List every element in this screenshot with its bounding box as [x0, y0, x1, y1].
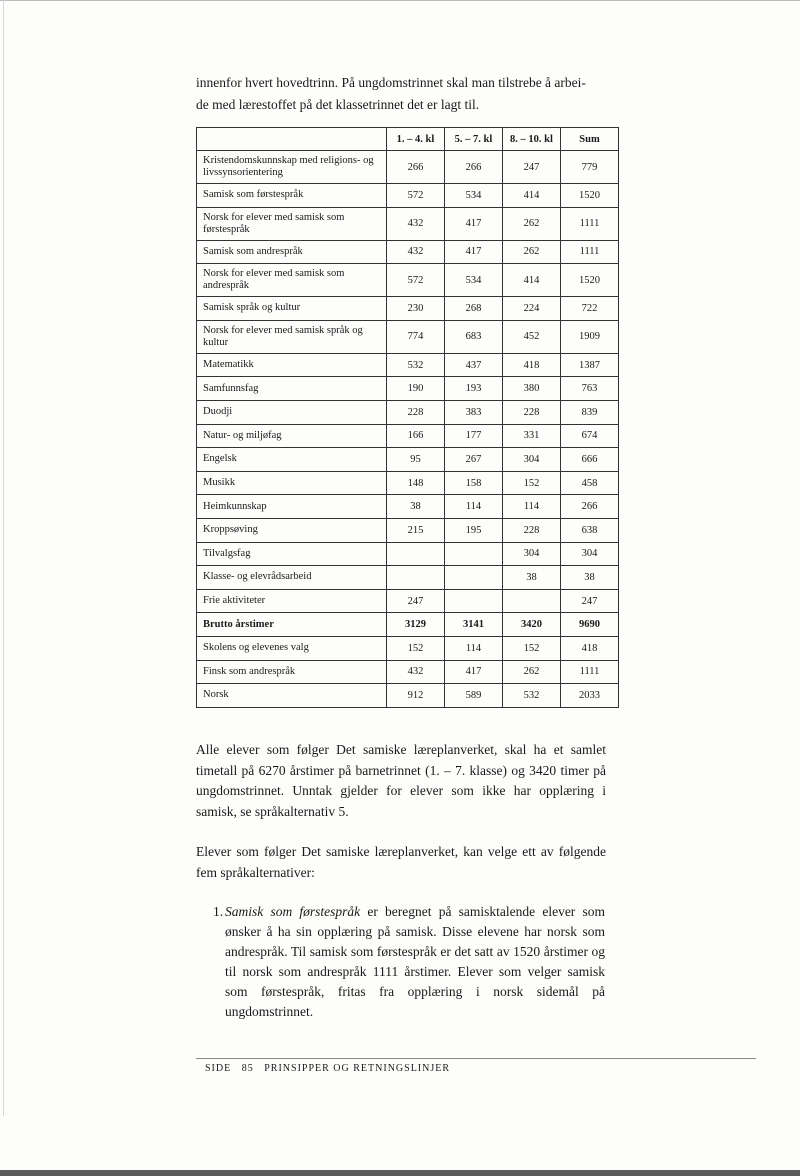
subject-cell: Frie aktiviteter: [197, 589, 387, 613]
hours-cell: 114: [503, 495, 561, 519]
hours-cell: 262: [503, 207, 561, 240]
hours-cell: 152: [503, 636, 561, 660]
hours-cell: 383: [445, 400, 503, 424]
paragraph-total-hours: Alle elever som følger Det samiske læreplanverket, skal ha et samlet timetall på 6270 årstimer på barnetrinnet (1. – 7. klasse) og 3420 timer på ungdomstrinnet. Unntak gjelder for elever som ikke har opplæring i samisk, se språkalternativ 5.: [196, 742, 606, 819]
footer-section: PRINSIPPER OG RETNINGSLINJER: [264, 1063, 451, 1074]
subject-cell: Kroppsøving: [197, 518, 387, 542]
hours-cell: 418: [503, 353, 561, 377]
page-footer: [205, 1063, 457, 1074]
hours-cell: 572: [387, 184, 445, 208]
hours-cell: 38: [503, 566, 561, 590]
hours-cell: 912: [387, 684, 445, 708]
hours-cell: 152: [503, 471, 561, 495]
hours-cell: 114: [445, 495, 503, 519]
hours-cell: 224: [503, 297, 561, 321]
hours-cell: 432: [387, 660, 445, 684]
table-row: [197, 400, 619, 424]
table-row: [197, 660, 619, 684]
subject-cell: Musikk: [197, 471, 387, 495]
table-row: [197, 471, 619, 495]
scan-top-edge: [0, 0, 800, 1]
table-header-row: [197, 128, 619, 151]
subject-cell: Klasse- og elevrådsarbeid: [197, 566, 387, 590]
subject-cell: Matematikk: [197, 353, 387, 377]
hours-cell: 417: [445, 207, 503, 240]
hours-cell: 532: [503, 684, 561, 708]
header-cell-sum: Sum: [561, 128, 619, 151]
sum-cell: 763: [561, 377, 619, 401]
hours-cell: [387, 542, 445, 566]
hours-cell: 304: [503, 542, 561, 566]
sum-cell: 666: [561, 448, 619, 472]
hours-cell: 228: [503, 400, 561, 424]
sum-cell: 266: [561, 495, 619, 519]
table-row: [197, 589, 619, 613]
sum-cell: 38: [561, 566, 619, 590]
subject-cell: Finsk som andrespråk: [197, 660, 387, 684]
sum-cell: 839: [561, 400, 619, 424]
subject-cell: Brutto årstimer: [197, 613, 387, 637]
hours-cell: [445, 542, 503, 566]
hours-cell: 3129: [387, 613, 445, 637]
sum-cell: 1909: [561, 320, 619, 353]
hours-cell: 452: [503, 320, 561, 353]
table-row: [197, 264, 619, 297]
hours-cell: 230: [387, 297, 445, 321]
intro-line: innenfor hvert hovedtrinn. På ungdomstrinnet skal man tilstrebe å arbei-: [196, 75, 586, 90]
sum-cell: 304: [561, 542, 619, 566]
table-row: [197, 353, 619, 377]
hours-cell: 3141: [445, 613, 503, 637]
hours-cell: 417: [445, 660, 503, 684]
footer-rule: [196, 1058, 756, 1059]
table-row: [197, 424, 619, 448]
header-cell-subject: [197, 128, 387, 151]
sum-cell: 458: [561, 471, 619, 495]
hours-cell: 432: [387, 240, 445, 264]
subject-cell: Norsk for elever med samisk som førstespråk: [197, 207, 387, 240]
list-item-text: er beregnet på samisktalende elever som ønsker å ha sin opplæring på samisk. Disse elevene har norsk som andrespråk. Til samisk som førstespråk er det satt av 1520 årstimer og til norsk som andrespråk 1111 årstimer. Elever som velger samisk som førstespråk, fritas fra opplæring i norsk sidemål på ungdomstrinnet.: [225, 904, 606, 1019]
header-cell-grade-8-10: 8. – 10. kl: [503, 128, 561, 151]
scan-bottom-edge: [0, 1170, 800, 1176]
hours-cell: 228: [387, 400, 445, 424]
sum-cell: 1520: [561, 184, 619, 208]
subject-cell: Skolens og elevenes valg: [197, 636, 387, 660]
table-row: [197, 184, 619, 208]
sum-cell: 779: [561, 151, 619, 184]
table-body: [197, 151, 619, 708]
hours-cell: 158: [445, 471, 503, 495]
hours-cell: 267: [445, 448, 503, 472]
hours-cell: 215: [387, 518, 445, 542]
intro-line: de med lærestoffet på det klassetrinnet det er lagt til.: [196, 97, 480, 112]
hours-cell: 268: [445, 297, 503, 321]
hours-cell: [503, 589, 561, 613]
list-item-alternative-1: [213, 902, 606, 1022]
table-row: [197, 377, 619, 401]
sum-cell: 1111: [561, 660, 619, 684]
table-row: [197, 495, 619, 519]
sum-cell: 2033: [561, 684, 619, 708]
hours-table: [196, 127, 619, 708]
table-row: [197, 684, 619, 708]
subject-cell: Kristendomskunnskap med religions- og livssynsorientering: [197, 151, 387, 184]
sum-cell: 638: [561, 518, 619, 542]
table-row: [197, 518, 619, 542]
intro-text: [196, 72, 616, 116]
list-marker: 1.: [213, 904, 224, 919]
sum-cell: 1111: [561, 240, 619, 264]
hours-cell: 38: [387, 495, 445, 519]
hours-cell: 228: [503, 518, 561, 542]
hours-cell: 193: [445, 377, 503, 401]
subject-cell: Samisk språk og kultur: [197, 297, 387, 321]
hours-cell: 166: [387, 424, 445, 448]
hours-cell: 262: [503, 240, 561, 264]
sum-cell: 247: [561, 589, 619, 613]
hours-cell: 534: [445, 264, 503, 297]
hours-cell: 247: [503, 151, 561, 184]
subject-cell: Samisk som førstespråk: [197, 184, 387, 208]
hours-cell: 417: [445, 240, 503, 264]
hours-cell: 683: [445, 320, 503, 353]
hours-cell: 414: [503, 264, 561, 297]
table-row: [197, 448, 619, 472]
subject-cell: Samisk som andrespråk: [197, 240, 387, 264]
table-row: [197, 207, 619, 240]
table-row: [197, 320, 619, 353]
hours-cell: 572: [387, 264, 445, 297]
hours-cell: [445, 589, 503, 613]
hours-cell: 148: [387, 471, 445, 495]
hours-cell: 532: [387, 353, 445, 377]
hours-cell: 266: [445, 151, 503, 184]
hours-cell: 247: [387, 589, 445, 613]
list-item-term: Samisk som førstespråk: [225, 904, 361, 919]
table-row: [197, 542, 619, 566]
hours-cell: 266: [387, 151, 445, 184]
table-row: [197, 151, 619, 184]
footer-side-label: SIDE: [205, 1063, 232, 1074]
subject-cell: Tilvalgsfag: [197, 542, 387, 566]
sum-cell: 722: [561, 297, 619, 321]
sum-cell: 1520: [561, 264, 619, 297]
table-row: [197, 240, 619, 264]
hours-cell: 380: [503, 377, 561, 401]
subject-cell: Norsk for elever med samisk språk og kultur: [197, 320, 387, 353]
hours-cell: 95: [387, 448, 445, 472]
hours-cell: 331: [503, 424, 561, 448]
sum-cell: 674: [561, 424, 619, 448]
hours-cell: 589: [445, 684, 503, 708]
footer-page-number: 85: [241, 1063, 254, 1074]
hours-cell: 3420: [503, 613, 561, 637]
header-cell-grade-1-4: 1. – 4. kl: [387, 128, 445, 151]
table-total-row: [197, 613, 619, 637]
hours-cell: [445, 566, 503, 590]
subject-cell: Duodji: [197, 400, 387, 424]
sum-cell: 9690: [561, 613, 619, 637]
hours-cell: 152: [387, 636, 445, 660]
subject-cell: Natur- og miljøfag: [197, 424, 387, 448]
subject-cell: Heimkunnskap: [197, 495, 387, 519]
hours-cell: 774: [387, 320, 445, 353]
sum-cell: 1111: [561, 207, 619, 240]
subject-cell: Engelsk: [197, 448, 387, 472]
hours-cell: 414: [503, 184, 561, 208]
table-row: [197, 636, 619, 660]
sum-cell: 1387: [561, 353, 619, 377]
scan-left-edge: [3, 0, 4, 1116]
table-row: [197, 566, 619, 590]
subject-cell: Norsk for elever med samisk som andrespråk: [197, 264, 387, 297]
sum-cell: 418: [561, 636, 619, 660]
hours-cell: 190: [387, 377, 445, 401]
hours-cell: 437: [445, 353, 503, 377]
hours-cell: 262: [503, 660, 561, 684]
hours-cell: [387, 566, 445, 590]
table-row: [197, 297, 619, 321]
paragraph-language-alternatives: Elever som følger Det samiske læreplanverket, kan velge ett av følgende fem språkalternativer:: [196, 844, 606, 880]
header-cell-grade-5-7: 5. – 7. kl: [445, 128, 503, 151]
subject-cell: Norsk: [197, 684, 387, 708]
hours-cell: 177: [445, 424, 503, 448]
hours-cell: 534: [445, 184, 503, 208]
hours-cell: 114: [445, 636, 503, 660]
hours-cell: 432: [387, 207, 445, 240]
hours-cell: 195: [445, 518, 503, 542]
hours-cell: 304: [503, 448, 561, 472]
subject-cell: Samfunnsfag: [197, 377, 387, 401]
